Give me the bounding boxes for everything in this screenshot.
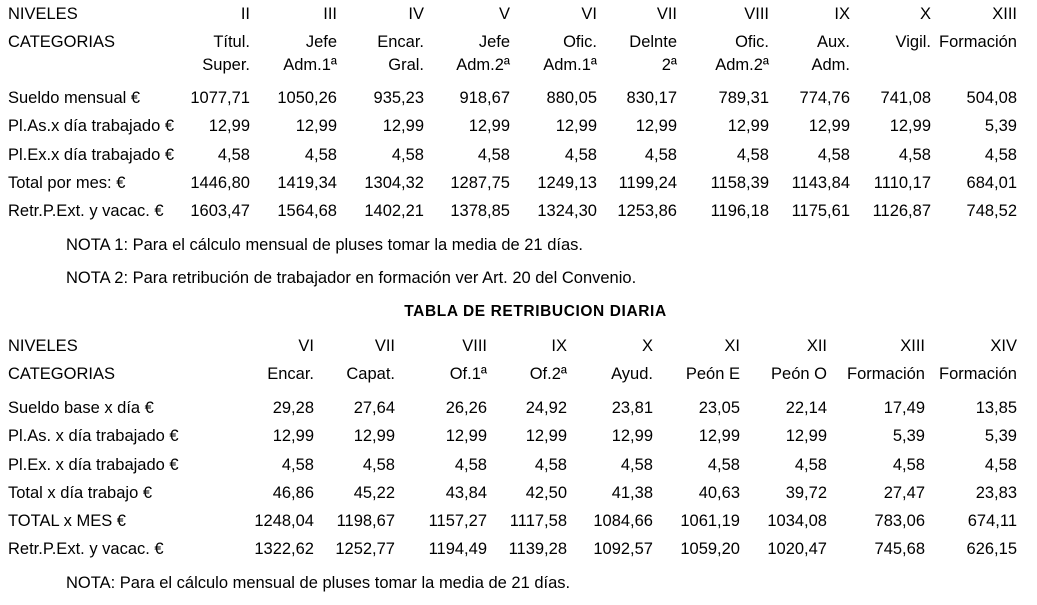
table1-category-line1: Vigil.	[895, 33, 931, 51]
table2-cell: 22,14	[785, 399, 827, 417]
table1-category-line2: 2ª	[661, 56, 677, 74]
table2-cell: 23,81	[611, 399, 653, 417]
table2-cell: 12,99	[698, 427, 740, 445]
table2-level-header: IX	[551, 337, 567, 355]
table2-cell: 26,26	[445, 399, 487, 417]
table1-category-line1: Aux.	[816, 33, 850, 51]
table1-category-line2: Adm.2ª	[456, 56, 510, 74]
table2-cell: 4,58	[281, 456, 314, 474]
table2-cell: 45,22	[353, 484, 395, 502]
table1-level-header: IX	[834, 5, 850, 23]
table2-cell: 1194,49	[428, 540, 487, 558]
table2-cell: 12,99	[272, 427, 314, 445]
table1-row-label: Retr.P.Ext. y vacac. €	[8, 202, 164, 220]
table2-cell: 4,58	[454, 456, 487, 474]
table1-cell: 1110,17	[873, 174, 931, 192]
table2-cell: 23,05	[698, 399, 740, 417]
table2-category: Capat.	[346, 365, 395, 383]
table1-cell: 4,58	[984, 146, 1017, 164]
table1-cell: 1402,21	[364, 202, 424, 220]
table2-row-label: Retr.P.Ext. y vacac. €	[8, 540, 164, 558]
table1-category-line1: Formación	[939, 33, 1017, 51]
table1-niveles-label: NIVELES	[8, 5, 78, 23]
table2-cell: 1322,62	[254, 540, 314, 558]
table2-cell: 17,49	[883, 399, 925, 417]
table2-level-header: VI	[298, 337, 314, 355]
table2-cell: 24,92	[525, 399, 567, 417]
table1-level-header: VI	[581, 5, 597, 23]
table1-level-header: X	[919, 5, 931, 23]
table2-cell: 4,58	[984, 456, 1017, 474]
table2-cell: 12,99	[525, 427, 567, 445]
table1-nota1: NOTA 1: Para el cálculo mensual de pluses tomar la media de 21 días.	[66, 236, 583, 254]
table1-cell: 1199,24	[618, 174, 677, 192]
table1-category-line1: Jefe	[478, 33, 510, 51]
table2-category: Formación	[939, 365, 1017, 383]
table1-category-line2: Adm.1ª	[543, 56, 597, 74]
table2-nota: NOTA: Para el cálculo mensual de pluses tomar la media de 21 días.	[66, 574, 571, 592]
table2-cell: 1157,27	[428, 512, 487, 530]
table2-categorias-label: CATEGORIAS	[8, 365, 115, 383]
table1-cell: 1253,86	[617, 202, 677, 220]
table2-cell: 43,84	[445, 484, 487, 502]
table1-cell: 4,58	[477, 146, 510, 164]
table1-cell: 4,58	[898, 146, 931, 164]
table2-row-label: Pl.Ex. x día trabajado €	[8, 456, 179, 474]
table1-level-header: IV	[408, 5, 424, 23]
table2-cell: 5,39	[984, 427, 1017, 445]
table1-cell: 1050,26	[277, 89, 337, 107]
table1-level-header: XIII	[992, 5, 1017, 23]
table2-category: Ayud.	[611, 365, 653, 383]
table2-cell: 12,99	[785, 427, 827, 445]
table1-level-header: V	[498, 5, 510, 23]
table1-cell: 1249,13	[537, 174, 597, 192]
table1-category-line1: Ofic.	[735, 33, 769, 51]
table2-cell: 12,99	[611, 427, 653, 445]
table2-cell: 46,86	[272, 484, 314, 502]
table2-row-label: TOTAL x MES €	[8, 512, 126, 530]
table1-cell: 12,99	[635, 117, 677, 135]
table1-cell: 1287,75	[450, 174, 510, 192]
table1-cell: 1446,80	[190, 174, 250, 192]
table1-cell: 4,58	[391, 146, 424, 164]
table2-cell: 23,83	[975, 484, 1017, 502]
table2-row-label: Total x día trabajo €	[8, 484, 153, 502]
table1-cell: 774,76	[799, 89, 850, 107]
table1-category-line1: Ofic.	[563, 33, 597, 51]
table1-cell: 1196,18	[710, 202, 769, 220]
table2-title: TABLA DE RETRIBUCION DIARIA	[404, 303, 667, 320]
table1-cell: 4,58	[736, 146, 769, 164]
table1-cell: 4,58	[304, 146, 337, 164]
table2-cell: 4,58	[362, 456, 395, 474]
table2-cell: 41,38	[611, 484, 653, 502]
table2-cell: 1034,08	[767, 512, 827, 530]
table1-cell: 504,08	[966, 89, 1017, 107]
table1-cell: 918,67	[459, 89, 510, 107]
table2-row-label: Sueldo base x día €	[8, 399, 154, 417]
table1-cell: 12,99	[889, 117, 931, 135]
table2-cell: 27,64	[353, 399, 395, 417]
table1-category-line2: Adm.2ª	[715, 56, 769, 74]
table2-cell: 27,47	[883, 484, 925, 502]
table1-cell: 4,58	[644, 146, 677, 164]
table2-cell: 745,68	[874, 540, 925, 558]
table1-category-line1: Jefe	[305, 33, 337, 51]
table1-cell: 4,58	[564, 146, 597, 164]
table2-level-header: XIV	[990, 337, 1017, 355]
table1-cell: 741,08	[880, 89, 931, 107]
table1-cell: 12,99	[727, 117, 769, 135]
table1-cell: 684,01	[966, 174, 1017, 192]
table2-cell: 1248,04	[254, 512, 314, 530]
table2-cell: 40,63	[698, 484, 740, 502]
table1-cell: 1126,87	[872, 202, 931, 220]
table2-category: Of.2ª	[529, 365, 567, 383]
table2-level-header: X	[641, 337, 653, 355]
table2-cell: 4,58	[534, 456, 567, 474]
table2-category: Peón O	[771, 365, 827, 383]
table1-cell: 12,99	[208, 117, 250, 135]
table1-category-line2: Gral.	[388, 56, 424, 74]
table1-cell: 12,99	[295, 117, 337, 135]
table1-nota2: NOTA 2: Para retribución de trabajador en formación ver Art. 20 del Convenio.	[66, 269, 637, 287]
table1-category-line1: Encar.	[377, 33, 424, 51]
table1-level-header: VIII	[744, 5, 769, 23]
table1-category-line2: Adm.	[811, 56, 850, 74]
table1-cell: 1564,68	[277, 202, 337, 220]
table2-cell: 13,85	[975, 399, 1017, 417]
table2-cell: 4,58	[620, 456, 653, 474]
table1-level-header: VII	[656, 5, 677, 23]
table1-cell: 1077,71	[190, 89, 250, 107]
table2-level-header: XII	[806, 337, 827, 355]
table1-row-label: Pl.As.x día trabajado €	[8, 117, 175, 135]
table2-level-header: VII	[374, 337, 395, 355]
table1-cell: 1158,39	[710, 174, 769, 192]
table1-cell: 1378,85	[450, 202, 510, 220]
table1-row-label: Pl.Ex.x día trabajado €	[8, 146, 175, 164]
table2-cell: 674,11	[967, 512, 1017, 530]
table1-cell: 1175,61	[791, 202, 850, 220]
table1-cell: 1419,34	[277, 174, 337, 192]
table1-level-header: III	[323, 5, 337, 23]
table1-cell: 830,17	[626, 89, 677, 107]
table1-cell: 12,99	[382, 117, 424, 135]
table1-row-label: Sueldo mensual €	[8, 89, 141, 107]
table1-cell: 12,99	[468, 117, 510, 135]
table1-category-line2: Adm.1ª	[283, 56, 337, 74]
table1-cell: 935,23	[373, 89, 424, 107]
table2-cell: 1117,58	[509, 512, 567, 530]
table1-category-line1: Títul.	[213, 33, 250, 51]
table1-cell: 12,99	[555, 117, 597, 135]
table2-cell: 12,99	[445, 427, 487, 445]
table1-level-header: II	[240, 5, 250, 23]
table2-cell: 4,58	[892, 456, 925, 474]
table1-cell: 12,99	[808, 117, 850, 135]
table2-cell: 42,50	[525, 484, 567, 502]
table2-niveles-label: NIVELES	[8, 337, 78, 355]
table1-categorias-label: CATEGORIAS	[8, 33, 115, 51]
table1-category-line1: Delnte	[629, 33, 677, 51]
table1-cell: 1304,32	[364, 174, 424, 192]
table2-cell: 29,28	[272, 399, 314, 417]
table2-cell: 1198,67	[336, 512, 395, 530]
table1-cell: 1603,47	[190, 202, 250, 220]
table2-cell: 1252,77	[335, 540, 395, 558]
table1-cell: 5,39	[984, 117, 1017, 135]
table2-cell: 4,58	[794, 456, 827, 474]
table1-cell: 789,31	[718, 89, 769, 107]
table2-level-header: VIII	[462, 337, 487, 355]
table2-category: Peón E	[685, 365, 740, 383]
table1-cell: 748,52	[966, 202, 1017, 220]
table2-cell: 1084,66	[593, 512, 653, 530]
table2-cell: 783,06	[874, 512, 925, 530]
table2-cell: 39,72	[785, 484, 827, 502]
table2-cell: 5,39	[892, 427, 925, 445]
table2-category: Formación	[847, 365, 925, 383]
table2-level-header: XIII	[900, 337, 925, 355]
table1-cell: 1324,30	[537, 202, 597, 220]
table2-row-label: Pl.As. x día trabajado €	[8, 427, 179, 445]
table2-cell: 1020,47	[767, 540, 827, 558]
table2-level-header: XI	[724, 337, 740, 355]
table1-cell: 880,05	[546, 89, 597, 107]
table2-category: Of.1ª	[449, 365, 487, 383]
table2-cell: 1139,28	[508, 540, 567, 558]
table1-cell: 4,58	[217, 146, 250, 164]
table2-cell: 1061,19	[680, 512, 740, 530]
table2-cell: 1092,57	[593, 540, 653, 558]
table1-cell: 4,58	[817, 146, 850, 164]
table1-cell: 1143,84	[791, 174, 850, 192]
table1-category-line2: Super.	[202, 56, 250, 74]
table1-row-label: Total por mes: €	[8, 174, 126, 192]
table2-cell: 626,15	[966, 540, 1017, 558]
table2-cell: 1059,20	[680, 540, 740, 558]
table2-cell: 4,58	[707, 456, 740, 474]
table2-category: Encar.	[267, 365, 314, 383]
table2-cell: 12,99	[353, 427, 395, 445]
